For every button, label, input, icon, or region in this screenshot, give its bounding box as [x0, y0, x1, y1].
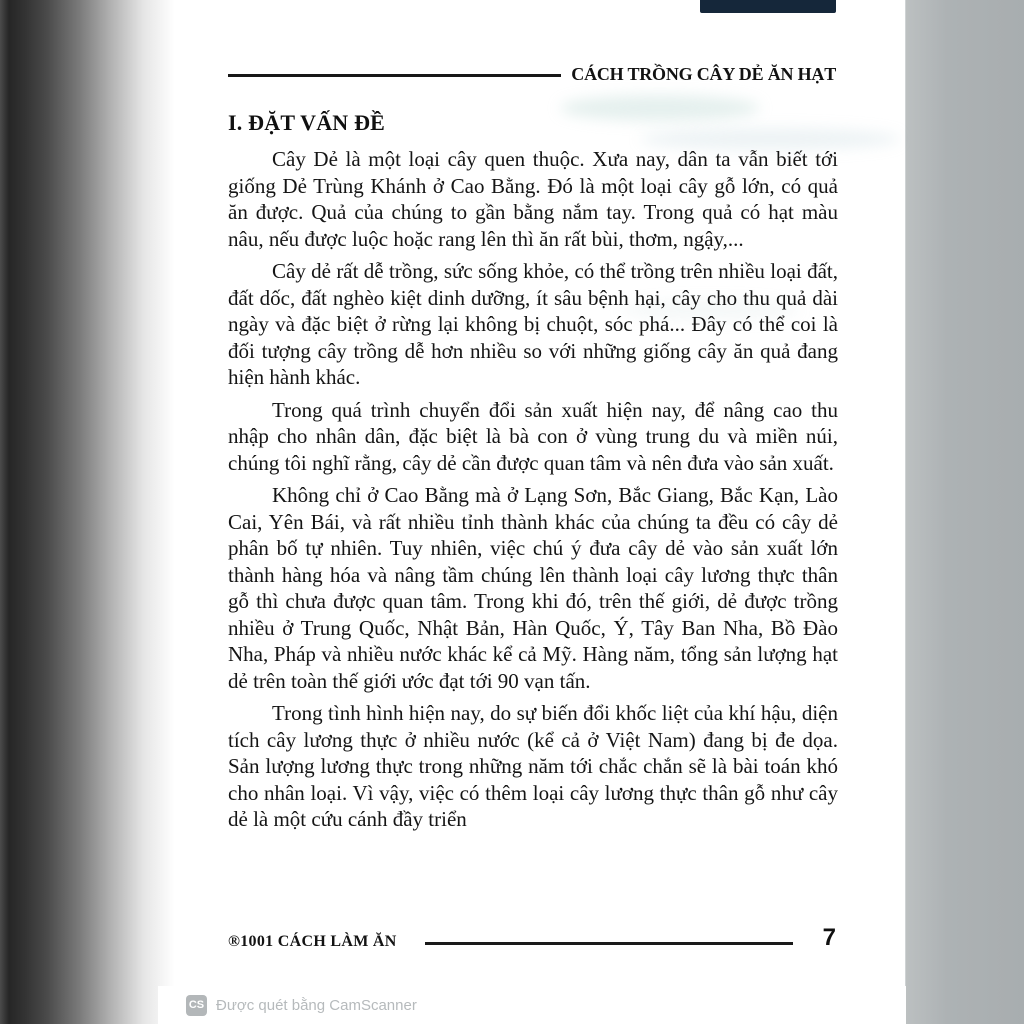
paragraph: Trong quá trình chuyển đổi sản xuất hiện nay, để nâng cao thu nhập cho nhân dân, đặc biệt là bà con ở vùng trung du và miền núi, chúng tôi nghĩ rằng, cây dẻ cần được quan tâm và nên đưa vào sản xuất.: [228, 397, 838, 475]
section-title: I. ĐẶT VẤN ĐỀ: [228, 110, 386, 135]
page-header: [228, 64, 836, 88]
body-text: [228, 146, 838, 839]
paragraph: Cây Dẻ là một loại cây quen thuộc. Xưa nay, dân ta vẫn biết tới giống Dẻ Trùng Khánh ở Cao Bằng. Đó là một loại cây gỗ lớn, có quả ăn được. Quả của chúng to gần bằng nắm tay. Trong quả có hạt màu nâu, nếu được luộc hoặc rang lên thì ăn rất bùi, thơm, ngậy,...: [228, 147, 838, 251]
paragraph: Cây dẻ rất dễ trồng, sức sống khỏe, có thể trồng trên nhiều loại đất, đất dốc, đất nghèo kiệt dinh dưỡng, ít sâu bệnh hại, cây cho thu quả dài ngày và đặc biệt ở rừng lại không bị chuột, sóc phá... Đây có thể coi là đối tượng cây trồng dễ hơn nhiều so với những giống cây ăn quả đang hiện hành khác.: [228, 259, 838, 389]
camscanner-label: Được quét bằng CamScanner: [216, 996, 417, 1014]
scan-smudge: [560, 95, 760, 121]
paragraph: Trong tình hình hiện nay, do sự biến đổi khốc liệt của khí hậu, diện tích cây lương thực ở nhiều nước (kể cả ở Việt Nam) đang bị đe dọa. Sản lượng lương thực trong những năm tới chắc chắn sẽ là bài toán khó cho nhân loại. Vì vậy, việc có thêm loại cây lương thực thân gỗ như cây dẻ là một cứu cánh đầy triển: [228, 701, 838, 831]
page-stack-edge: [905, 0, 1024, 1024]
footer-rule: [425, 942, 793, 945]
camscanner-icon: CS: [186, 995, 207, 1016]
footer-brand: ®1001 CÁCH LÀM ĂN: [228, 933, 397, 950]
paragraph: Không chỉ ở Cao Bằng mà ở Lạng Sơn, Bắc Giang, Bắc Kạn, Lào Cai, Yên Bái, và rất nhiều tỉnh thành khác của chúng ta đều có cây dẻ phân bố tự nhiên. Tuy nhiên, việc chú ý đưa cây dẻ vào sản xuất lớn thành hàng hóa và nâng tầm chúng lên thành loại cây lương thực thân gỗ thì chưa được quan tâm. Trong khi đó, trên thế giới, dẻ được trồng nhiều ở Trung Quốc, Nhật Bản, Hàn Quốc, Ý, Tây Ban Nha, Bồ Đào Nha, Pháp và nhiều nước khác kể cả Mỹ. Hàng năm, tổng sản lượng hạt dẻ trên toàn thế giới ước đạt tới 90 vạn tấn.: [228, 483, 838, 693]
page-number: 7: [822, 924, 836, 951]
page-footer: [228, 924, 838, 958]
cover-corner-tab: [700, 0, 836, 13]
book-spine-shadow: [0, 0, 180, 1024]
header-rule: [228, 74, 561, 77]
camscanner-watermark-bar: [158, 986, 906, 1024]
running-head-title: CÁCH TRỒNG CÂY DẺ ĂN HẠT: [571, 64, 836, 84]
